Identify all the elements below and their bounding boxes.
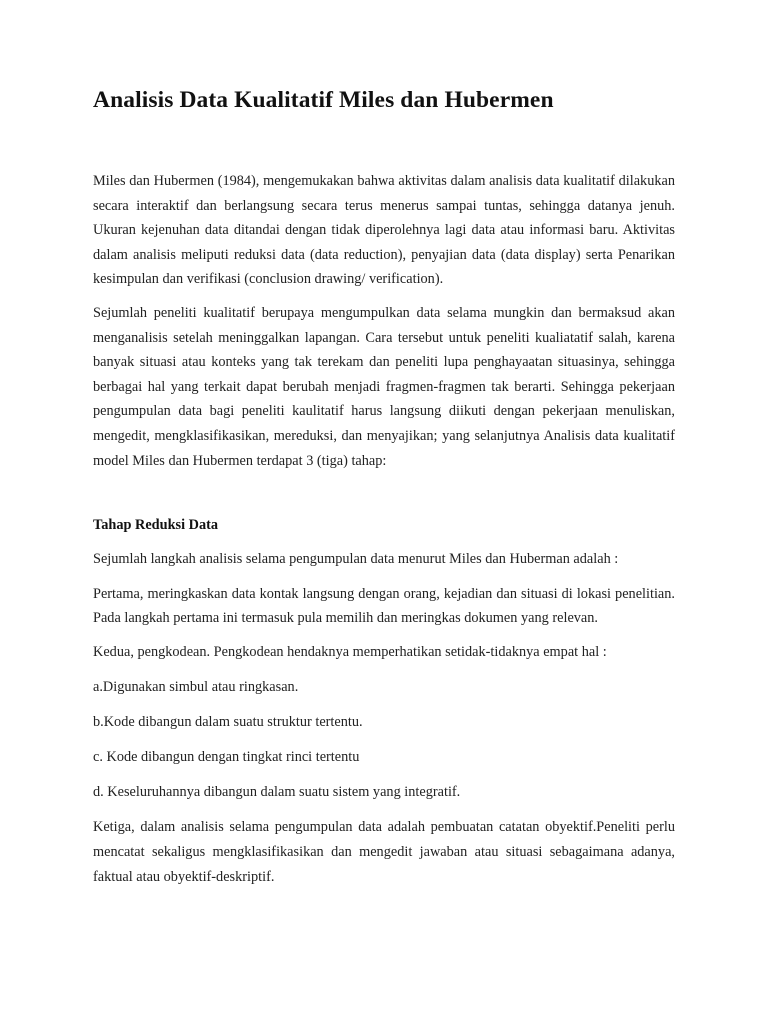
intro-paragraph-1: Miles dan Hubermen (1984), mengemukakan bahwa aktivitas dalam analisis data kualitatif dilakukan secara interaktif dan berlangsung secara terus menerus sampai tuntas, sehingga datanya jenuh. Ukuran kejenuhan data ditandai dengan tidak diperolehnya lagi data atau informasi baru. Aktivitas dalam analisis meliputi reduksi data (data reduction), penyajian data (data display) serta Penarikan kesimpulan dan verifikasi (conclusion drawing/ verification). <box>93 173 675 288</box>
coding-item-b: b.Kode dibangun dalam suatu struktur tertentu. <box>93 714 363 731</box>
section-heading: Tahap Reduksi Data <box>93 517 219 534</box>
step-third: Ketiga, dalam analisis selama pengumpulan data adalah pembuatan catatan obyektif.Peneliti perlu mencatat sekaligus mengklasifikasikan dan mengedit jawaban atau situasi sebagaimana adanya, faktual atau obyektif-deskriptif. <box>93 819 675 885</box>
coding-item-a: a.Digunakan simbul atau ringkasan. <box>93 679 299 696</box>
coding-item-d: d. Keseluruhannya dibangun dalam suatu sistem yang integratif. <box>93 784 461 801</box>
intro-paragraph-2: Sejumlah peneliti kualitatif berupaya mengumpulkan data selama mungkin dan bermaksud akan menganalisis setelah meninggalkan lapangan. Cara tersebut untuk peneliti kualiatatif salah, karena banyak situasi atau konteks yang tak terekam dan peneliti lupa penghayaatan situasinya, sehingga berbagai hal yang terkait dapat berubah menjadi fragmen-fragmen tak berarti. Sehingga pekerjaan pengumpulan data bagi peneliti kaulitatif harus langsung diikuti dengan pekerjaan menuliskan, mengedit, mengklasifikasikan, mereduksi, dan menyajikan; yang selanjutnya Analisis data kualitatif model Miles dan Hubermen terdapat 3 (tiga) tahap: <box>93 304 675 469</box>
coding-item-c: c. Kode dibangun dengan tingkat rinci tertentu <box>93 749 360 766</box>
step-second: Kedua, pengkodean. Pengkodean hendaknya memperhatikan setidak-tidaknya empat hal : <box>93 644 607 660</box>
document-title: Analisis Data Kualitatif Miles dan Hubermen <box>93 87 554 113</box>
step-first: Pertama, meringkaskan data kontak langsung dengan orang, kejadian dan situasi di lokasi penelitian. Pada langkah pertama ini termasuk pula memilih dan meringkas dokumen yang relevan. <box>93 585 675 627</box>
document-body <box>93 169 675 898</box>
section-intro: Sejumlah langkah analisis selama pengumpulan data menurut Miles dan Huberman adalah : <box>93 550 619 567</box>
